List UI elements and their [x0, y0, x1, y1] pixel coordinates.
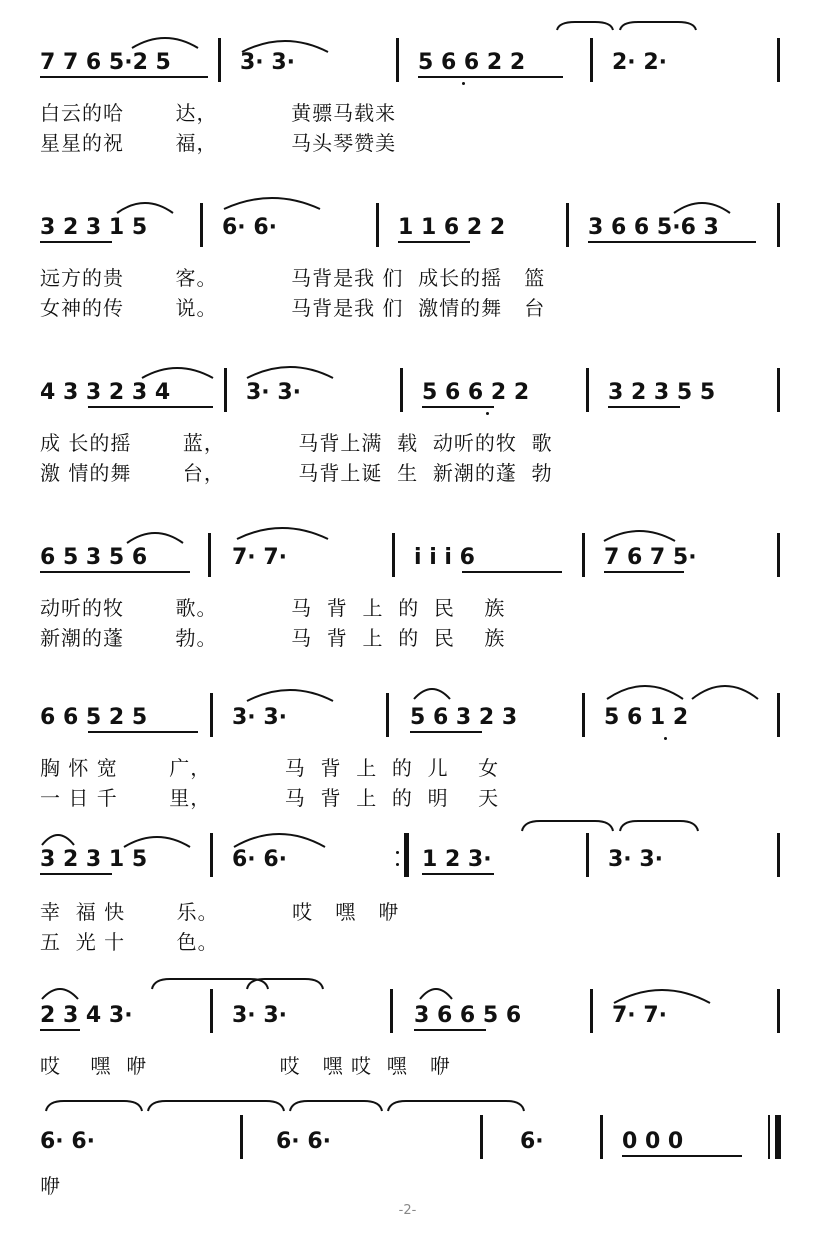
- tie: [612, 983, 712, 1005]
- underline: [604, 571, 684, 573]
- barline: [590, 38, 593, 82]
- barline: [586, 368, 589, 412]
- lyric-verse-1: 哎 嘿 咿 哎 嘿 哎 嘿 咿: [40, 1054, 451, 1078]
- measure-4: 3 6 6 5·6 3: [588, 215, 719, 240]
- barline: [590, 989, 593, 1033]
- octave-dot: [486, 412, 489, 415]
- barline: [240, 1115, 243, 1159]
- measure-2: 3· 3·: [232, 705, 287, 730]
- measure-1: 2 3 4 3·: [40, 1003, 133, 1028]
- measure-4: 7 6 7 5·: [604, 545, 697, 570]
- measure-1: 7 7 6 5·2 5: [40, 50, 171, 75]
- lyric-verse-1: 胸 怀 宽 广， 马 背 上 的 儿 女: [40, 756, 500, 780]
- barline: [777, 833, 780, 877]
- measure-2: 6· 6·: [222, 215, 277, 240]
- underline: [40, 76, 208, 78]
- slur: [130, 30, 200, 50]
- underline: [398, 241, 470, 243]
- tie: [555, 20, 615, 38]
- measure-4: 7· 7·: [612, 1003, 667, 1028]
- lyric-verse-1: 幸 福 快 乐。 哎 嘿 咿: [40, 900, 400, 924]
- slur: [690, 679, 760, 701]
- repeat-dot: [396, 863, 399, 866]
- underline: [588, 241, 756, 243]
- tie: [245, 977, 325, 995]
- lyric-verse-1: 动听的牧 歌。 马 背 上 的 民 族: [40, 596, 506, 620]
- slur: [40, 983, 80, 1001]
- lyric-verse-1: 成 长的摇 蓝， 马背上满 载 动听的牧 歌: [40, 431, 553, 455]
- barline: [777, 693, 780, 737]
- tie: [235, 523, 330, 543]
- underline: [88, 731, 198, 733]
- lyric-verse-1: 咿: [40, 1174, 61, 1198]
- tie: [245, 683, 335, 703]
- underline: [462, 571, 562, 573]
- barline: [376, 203, 379, 247]
- measure-1: 4 3 3 2 3 4: [40, 380, 171, 405]
- barline: [386, 693, 389, 737]
- tie: [520, 819, 615, 837]
- repeat-barline: [404, 833, 409, 877]
- lyric-verse-2: 星星的祝 福， 马头琴赞美: [40, 131, 397, 155]
- octave-dot: [462, 82, 465, 85]
- barline: [208, 533, 211, 577]
- slur: [40, 829, 76, 847]
- barline: [400, 368, 403, 412]
- barline: [586, 833, 589, 877]
- barline: [200, 203, 203, 247]
- measure-1: 6· 6·: [40, 1129, 95, 1154]
- barline: [210, 989, 213, 1033]
- lyric-verse-2: 五 光 十 色。: [40, 930, 219, 954]
- measure-3: 6·: [520, 1129, 544, 1154]
- barline: [390, 989, 393, 1033]
- barline: [218, 38, 221, 82]
- barline: [777, 203, 780, 247]
- barline: [582, 693, 585, 737]
- tie: [386, 1099, 526, 1117]
- measure-4: 0 0 0: [622, 1129, 684, 1154]
- measure-2: 3· 3·: [232, 1003, 287, 1028]
- measure-3: i i i 6: [414, 545, 475, 570]
- underline: [608, 406, 680, 408]
- lyric-verse-2: 女神的传 说。 马背是我 们 激情的舞 台: [40, 296, 546, 320]
- lyric-verse-2: 新潮的蓬 勃。 马 背 上 的 民 族: [40, 626, 506, 650]
- underline: [40, 873, 112, 875]
- measure-3: 5 6 6 2 2: [418, 50, 526, 75]
- underline: [414, 1029, 486, 1031]
- measure-2: 3· 3·: [240, 50, 295, 75]
- octave-dot: [664, 737, 667, 740]
- slur: [418, 983, 454, 1001]
- barline: [210, 833, 213, 877]
- measure-1: 3 2 3 1 5: [40, 215, 148, 240]
- tie: [232, 827, 327, 849]
- tie: [288, 1099, 384, 1117]
- underline: [88, 406, 213, 408]
- page-number: -2-: [398, 1203, 417, 1218]
- underline: [422, 873, 494, 875]
- barline: [566, 203, 569, 247]
- underline: [410, 731, 482, 733]
- final-barline-thin: [768, 1115, 770, 1159]
- slur: [602, 523, 677, 543]
- measure-2: 6· 6·: [232, 847, 287, 872]
- measure-3: 5 6 3 2 3: [410, 705, 518, 730]
- barline: [777, 989, 780, 1033]
- barline: [392, 533, 395, 577]
- measure-1: 3 2 3 1 5: [40, 847, 148, 872]
- underline: [40, 571, 190, 573]
- measure-3: 3 6 6 5 6: [414, 1003, 522, 1028]
- slur: [115, 195, 175, 215]
- measure-3: 5 6 6 2 2: [422, 380, 530, 405]
- underline: [40, 1029, 80, 1031]
- slur: [122, 829, 192, 849]
- lyric-verse-1: 白云的哈 达， 黄骠马载来: [40, 101, 397, 125]
- measure-3: 1 1 6 2 2: [398, 215, 506, 240]
- slur: [412, 683, 452, 701]
- barline: [396, 38, 399, 82]
- barline: [777, 368, 780, 412]
- measure-4: 2· 2·: [612, 50, 667, 75]
- lyric-verse-2: 一 日 千 里， 马 背 上 的 明 天: [40, 786, 500, 810]
- barline: [600, 1115, 603, 1159]
- slur: [125, 525, 185, 545]
- underline: [418, 76, 563, 78]
- final-barline-thick: [775, 1115, 781, 1159]
- barline: [777, 38, 780, 82]
- barline: [777, 533, 780, 577]
- barline: [210, 693, 213, 737]
- barline: [480, 1115, 483, 1159]
- tie: [618, 20, 698, 38]
- measure-2: 3· 3·: [246, 380, 301, 405]
- measure-2: 7· 7·: [232, 545, 287, 570]
- barline: [224, 368, 227, 412]
- repeat-dot: [396, 851, 399, 854]
- underline: [40, 241, 112, 243]
- barline: [582, 533, 585, 577]
- measure-2: 6· 6·: [276, 1129, 331, 1154]
- measure-1: 6 6 5 2 5: [40, 705, 148, 730]
- measure-4: 3 2 3 5 5: [608, 380, 716, 405]
- slur: [605, 679, 685, 701]
- tie: [618, 819, 700, 837]
- measure-4: 3· 3·: [608, 847, 663, 872]
- slur: [672, 195, 732, 215]
- tie: [222, 193, 322, 213]
- measure-1: 6 5 3 5 6: [40, 545, 148, 570]
- measure-3: 1 2 3·: [422, 847, 492, 872]
- tie: [44, 1099, 144, 1117]
- underline: [422, 406, 494, 408]
- lyric-verse-1: 远方的贵 客。 马背是我 们 成长的摇 篮: [40, 266, 546, 290]
- tie: [146, 1099, 286, 1117]
- slur: [140, 360, 215, 380]
- measure-4: 5 6 1 2: [604, 705, 689, 730]
- tie: [245, 360, 335, 380]
- lyric-verse-2: 激 情的舞 台， 马背上诞 生 新潮的蓬 勃: [40, 461, 553, 485]
- underline: [622, 1155, 742, 1157]
